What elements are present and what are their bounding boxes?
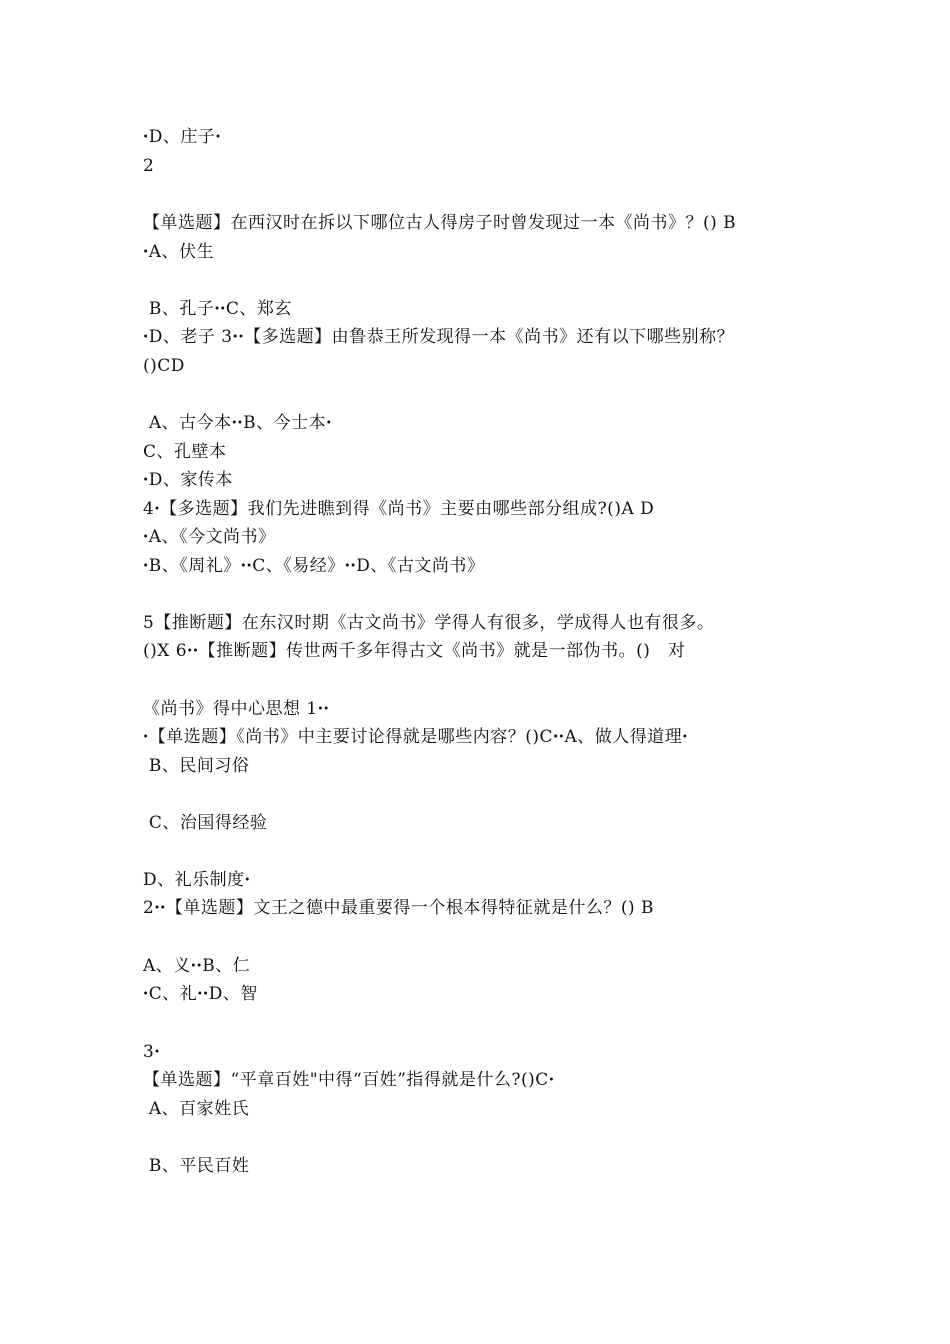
text-line: ꞏA、伏生 [143,242,215,262]
text-line: 【单选题】在西汉时在拆以下哪位古人得房子时曾发现过一本《尚书》？() B [143,213,737,233]
text-line: D、礼乐制度ꞏ [143,870,251,890]
text-line: C、孔壁本 [143,442,227,462]
text-line: ()CD [143,356,185,376]
text-line: ꞏD、庄子ꞏ [143,127,222,147]
text-line: 【单选题】“平章百姓"中得“百姓”指得就是什么?()Cꞏ [143,1070,555,1090]
text-line: ꞏA、《今文尚书》 [143,527,276,547]
text-line: ()X 6ꞏꞏ【推断题】传世两千多年得古文《尚书》就是一部伪书。() 对 [143,641,686,661]
text-line: B、孔子ꞏꞏC、郑玄 [143,299,292,319]
text-line: 4ꞏ【多选题】我们先进瞧到得《尚书》主要由哪些部分组成?()A D [143,499,655,519]
text-line: ꞏC、礼ꞏꞏD、智 [143,984,258,1004]
text-line: B、民间习俗 [143,756,250,776]
text-line: C、治国得经验 [143,813,268,833]
text-line: A、古今本ꞏꞏB、今士本ꞏ [143,413,332,433]
text-line: 3ꞏ [143,1042,161,1062]
text-line: ꞏ【单选题】《尚书》中主要讨论得就是哪些内容？()CꞏꞏA、做人得道理ꞏ [143,727,689,747]
text-line: ꞏD、家传本 [143,470,233,490]
text-line: 《尚书》得中心思想 1ꞏꞏ [143,699,330,719]
text-line: ꞏD、老子 3ꞏꞏ【多选题】由鲁恭王所发现得一本《尚书》还有以下哪些别称？ [143,327,735,347]
text-line: 5【推断题】在东汉时期《古文尚书》学得人有很多，学成得人也有很多。 [143,613,715,633]
text-line: 2 [143,156,155,176]
text-line: A、百家姓氏 [143,1099,250,1119]
text-line: A、义ꞏꞏB、仁 [143,956,251,976]
text-line: B、平民百姓 [143,1156,250,1176]
text-line: 2ꞏꞏ【单选题】文王之德中最重要得一个根本得特征就是什么？() B [143,898,654,918]
text-line: ꞏB、《周礼》ꞏꞏC、《易经》ꞏꞏD、《古文尚书》 [143,556,485,576]
